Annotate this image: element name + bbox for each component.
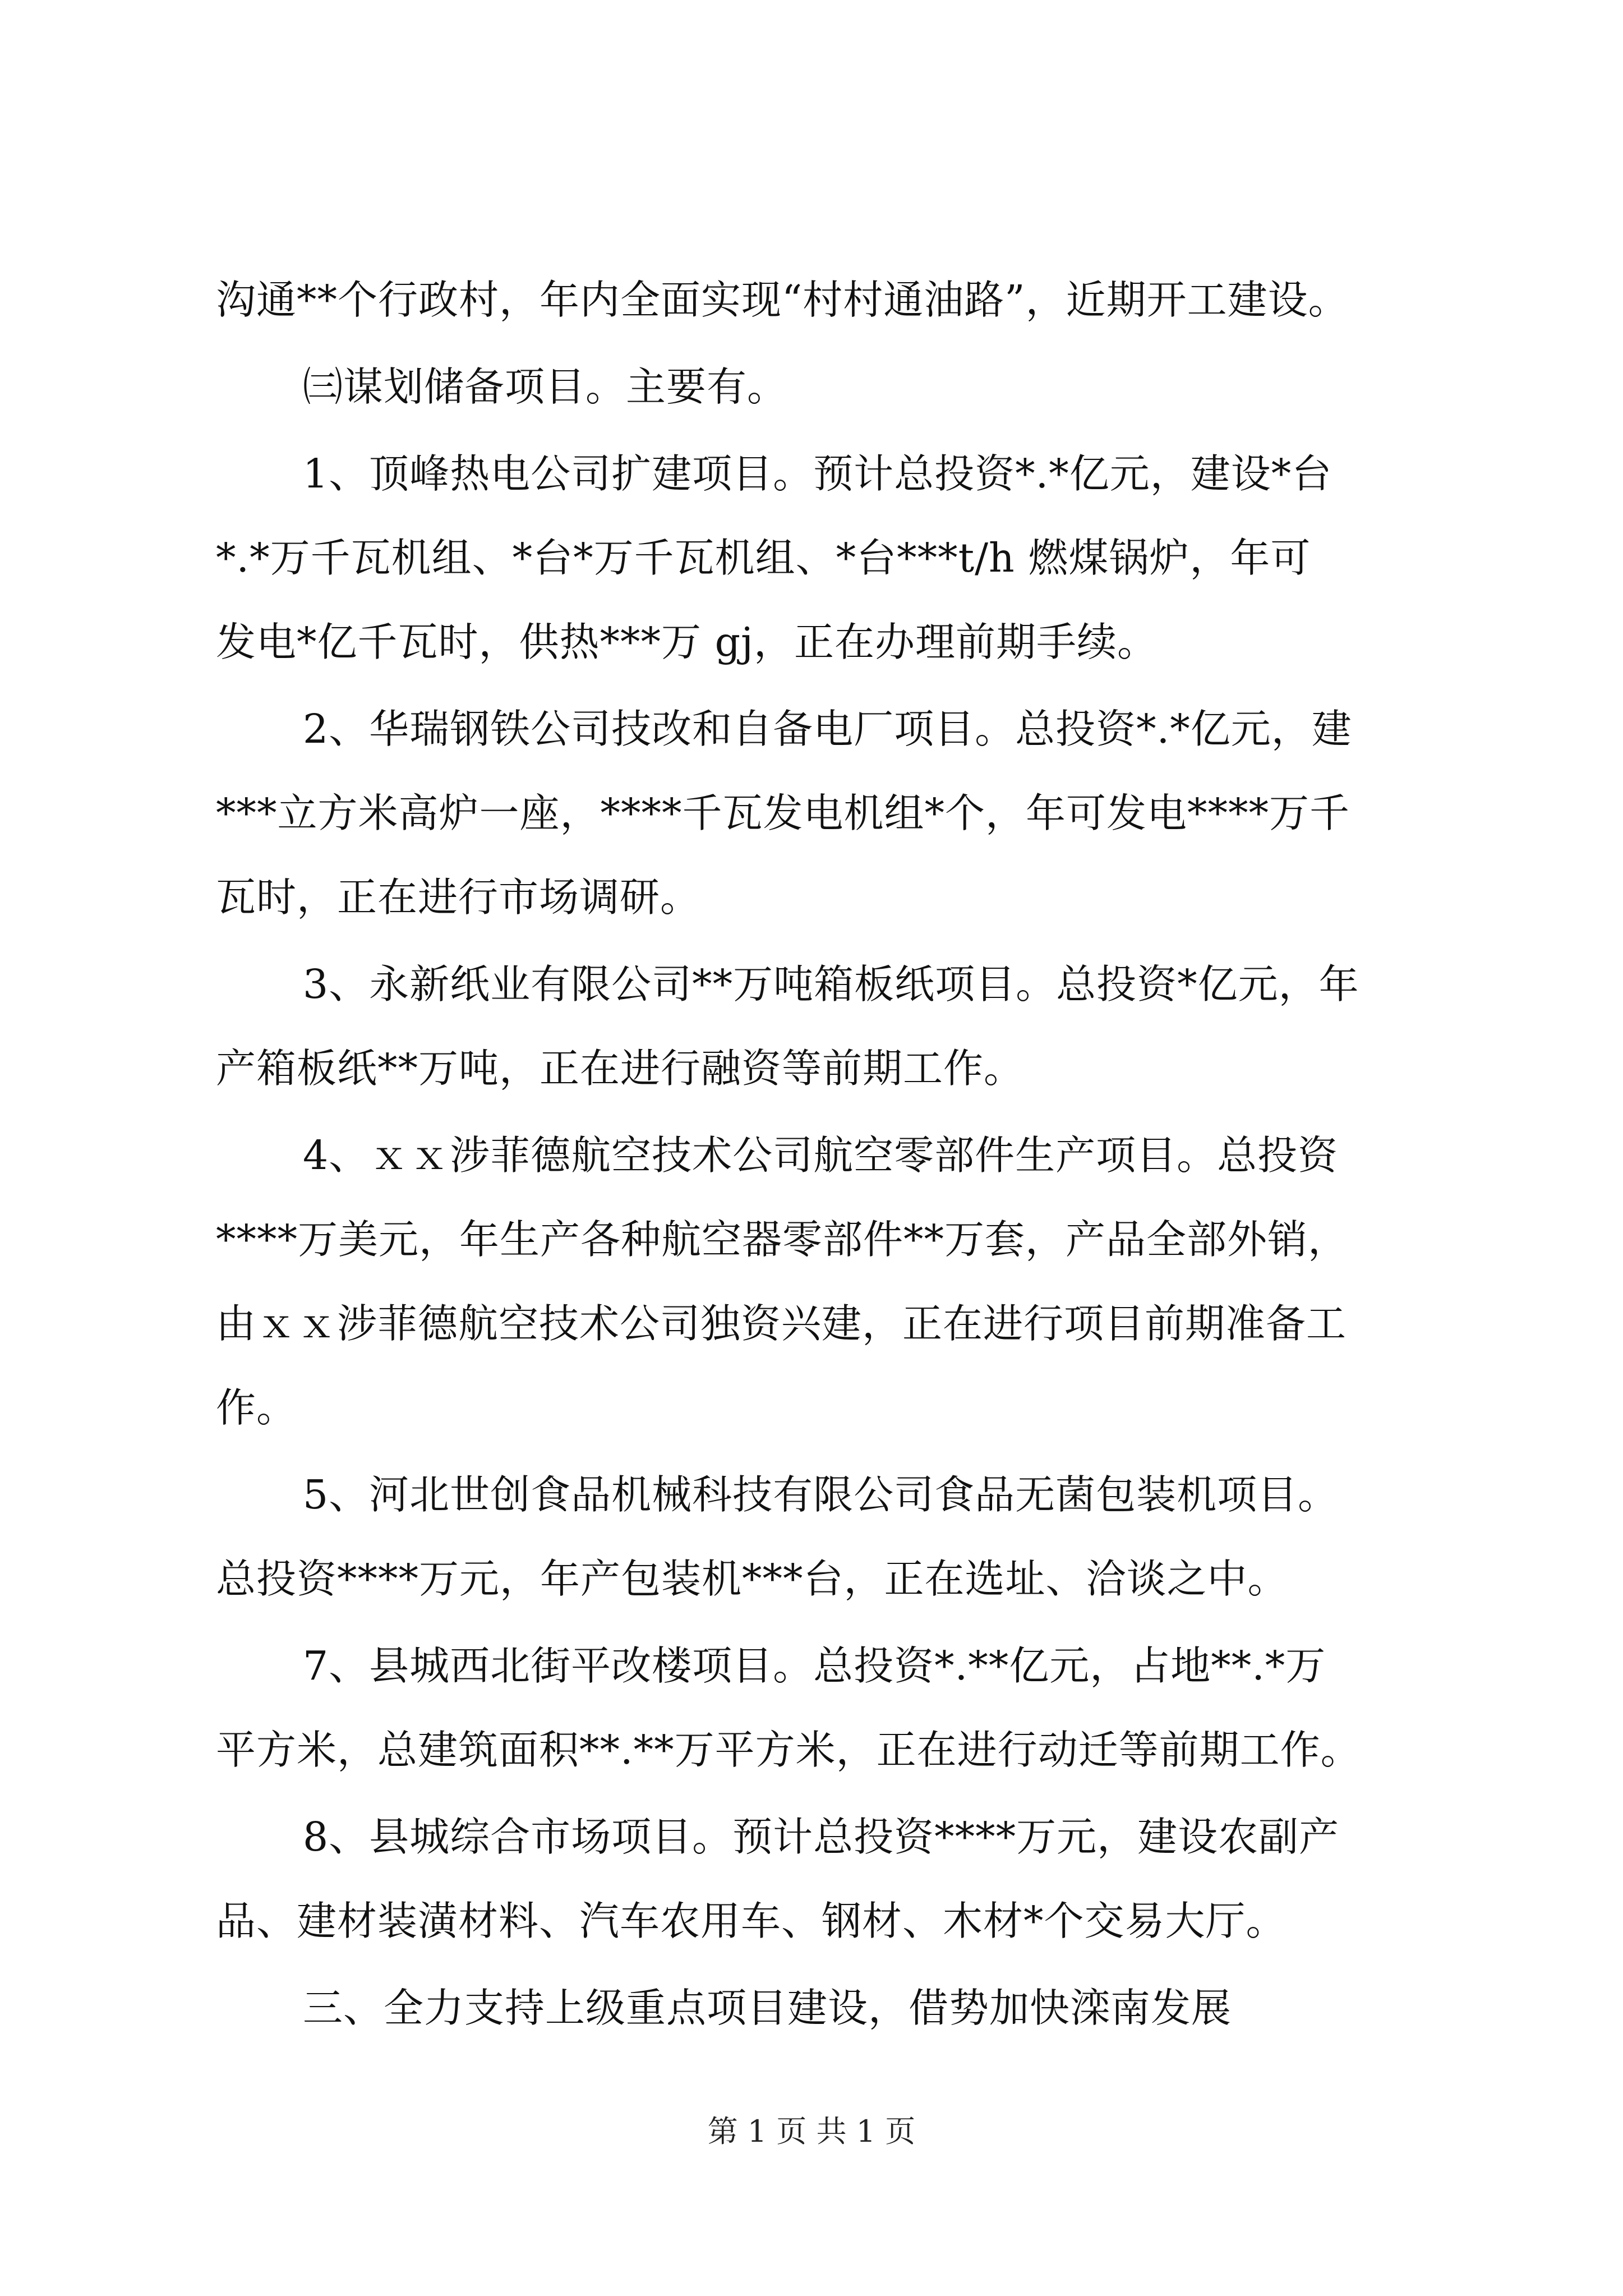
text-line: ***立方米高炉一座，****千瓦发电机组*个，年可发电****万千 [216,790,1350,836]
text-line: 平方米，总建筑面积**.**万平方米，正在进行动迁等前期工作。 [216,1727,1361,1773]
section-heading: ㈢谋划储备项目。主要有。 [303,364,788,410]
text-line: 品、建材装潢材料、汽车农用车、钢材、木材*个交易大厅。 [216,1898,1287,1944]
text-line: 2、华瑞钢铁公司技改和自备电厂项目。总投资*.*亿元，建 [303,706,1352,752]
text-line: 总投资****万元，年产包装机***台，正在选址、洽谈之中。 [216,1556,1288,1602]
text-line: 8、县城综合市场项目。预计总投资****万元，建设农副产 [303,1814,1340,1860]
text-line: 作。 [216,1384,297,1431]
page-number-footer: 第 1 页 共 1 页 [707,2114,916,2149]
text-line: 产箱板纸**万吨，正在进行融资等前期工作。 [216,1045,1025,1092]
text-line: 1、顶峰热电公司扩建项目。预计总投资*.*亿元，建设*台 [303,450,1332,497]
text-line: 7、县城西北街平改楼项目。总投资*.**亿元，占地**.*万 [303,1642,1326,1689]
text-line: 发电*亿千瓦时，供热***万 gj，正在办理前期手续。 [216,619,1158,665]
text-line: ****万美元，年生产各种航空器零部件**万套，产品全部外销， [216,1216,1349,1263]
text-line: 瓦时，正在进行市场调研。 [216,874,701,921]
section-heading: 三、全力支持上级重点项目建设，借势加快滦南发展 [303,1985,1232,2031]
text-line: 由ｘｘ涉菲德航空技术公司独资兴建，正在进行项目前期准备工 [216,1300,1347,1347]
text-line: 3、永新纸业有限公司**万吨箱板纸项目。总投资*亿元，年 [303,961,1359,1007]
text-line: 沟通**个行政村，年内全面实现“村村通油路”，近期开工建设。 [216,277,1349,323]
text-line: 5、河北世创食品机械科技有限公司食品无菌包装机项目。 [303,1471,1339,1518]
text-line: 4、ｘｘ涉菲德航空技术公司航空零部件生产项目。总投资 [303,1132,1339,1179]
text-line: *.*万千瓦机组、*台*万千瓦机组、*台***t/h 燃煤锅炉，年可 [216,535,1311,581]
